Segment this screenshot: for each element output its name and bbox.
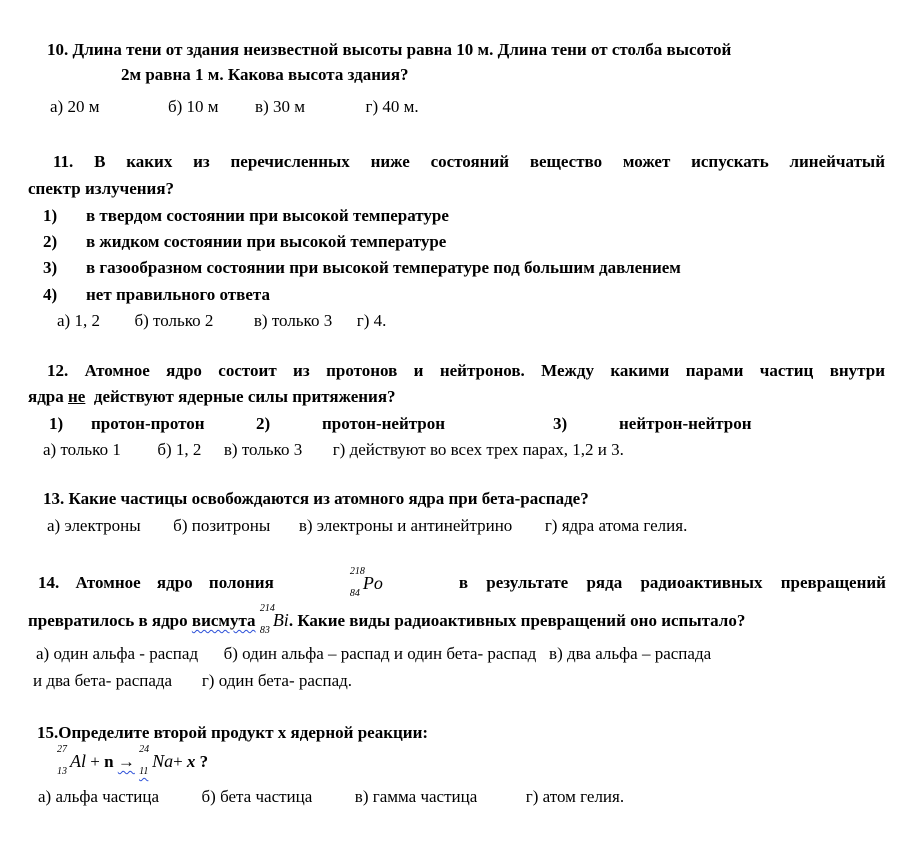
q12-answers — [43, 439, 624, 461]
po-symbol: Po — [362, 573, 383, 593]
q11-option-1-num: 1) — [43, 206, 58, 225]
po-charge-number: 84 — [349, 588, 360, 599]
q12-line2-post: действуют ядерные силы притяжения? — [93, 387, 396, 406]
q10-answers — [50, 96, 419, 118]
q15-answer-b: б) бета частица — [201, 787, 313, 806]
q11-option-4-num: 4) — [43, 285, 58, 304]
q11-answer-c: в) только 3 — [253, 311, 333, 330]
plus-sign-2: + — [173, 752, 183, 771]
q12-pairs — [49, 413, 752, 435]
q14-bismuth-word: висмута — [191, 611, 256, 630]
q11-answers — [57, 310, 386, 332]
q13-answer-d: г) ядра атома гелия. — [544, 516, 688, 535]
q14-answers-line2: и два бета- распада г) один бета- распад. — [33, 671, 353, 690]
q13-answer-b: б) позитроны — [173, 516, 271, 535]
q15-answers — [38, 786, 624, 808]
al-mass-number: 27 — [57, 744, 67, 755]
q12-pair-2-num: 2) — [256, 414, 271, 433]
q12-line2 — [28, 386, 396, 408]
q11-answer-d: г) 4. — [356, 311, 387, 330]
unknown-product-x: x — [186, 752, 196, 771]
plus-sign-1: + — [90, 752, 100, 771]
aluminum-nuclide — [57, 744, 86, 777]
q10-answer-b: б) 10 м — [167, 97, 219, 116]
q13-line1: 13. Какие частицы освобождаются из атомного ядра при бета-распаде? — [43, 489, 589, 508]
q11-option-1 — [43, 205, 449, 227]
q11-option-4 — [43, 284, 270, 306]
q15-line1: 15.Определите второй продукт х ядерной реакции: — [37, 723, 429, 742]
q14-line2 — [28, 603, 746, 636]
q11-option-3 — [43, 257, 681, 279]
q11-option-2-text: в жидком состоянии при высокой температуре — [86, 232, 447, 251]
q12-answer-c: в) только 3 — [223, 440, 303, 459]
q12-pair-1-num: 1) — [49, 414, 64, 433]
q11-answer-b: б) только 2 — [134, 311, 214, 330]
q15-answer-d: г) атом гелия. — [525, 787, 625, 806]
bi-charge-number: 83 — [259, 625, 270, 636]
na-charge-number: 11 — [139, 766, 149, 777]
q12-line2-pre: ядра — [28, 387, 64, 406]
q13-answers — [47, 515, 687, 537]
neutron-symbol: n — [104, 752, 114, 771]
q11-answer-a: а) 1, 2 — [57, 311, 100, 330]
q12-pair-1-text: протон-протон — [91, 414, 205, 433]
q12-answer-d: г) действуют во всех трех парах, 1,2 и 3. — [332, 440, 624, 459]
q11-option-1-text: в твердом состоянии при высокой температуре — [86, 206, 449, 225]
q11-option-4-text: нет правильного ответа — [86, 285, 270, 304]
q11-option-3-num: 3) — [43, 258, 58, 277]
q12-pair-2-text: протон-нейтрон — [322, 414, 446, 433]
q12-pair-3-num: 3) — [553, 414, 568, 433]
q14-line1-post: в результате ряда радиоактивных превращений — [458, 573, 886, 592]
q10-answer-a: а) 20 м — [50, 97, 100, 116]
po-mass-number: 218 — [349, 566, 365, 577]
q10-line1: 10. Длина тени от здания неизвестной высоты равна 10 м. Длина тени от столба высотой — [47, 40, 732, 59]
q12-answer-a: а) только 1 — [43, 440, 121, 459]
q14-line2-pre: превратилось в ядро — [28, 611, 188, 630]
al-charge-number: 13 — [57, 766, 67, 777]
na-mass-number: 24 — [139, 744, 150, 755]
polonium-nuclide — [349, 566, 383, 599]
reaction-arrow: → — [117, 752, 135, 771]
q11-line2: спектр излучения? — [28, 179, 175, 198]
al-symbol: Al — [70, 751, 86, 771]
bi-symbol: Bi — [272, 610, 289, 630]
bi-mass-number: 214 — [259, 603, 275, 614]
q12-underlined-not: не — [68, 387, 86, 406]
q10-line2: 2м равна 1 м. Какова высота здания? — [121, 65, 409, 84]
q11-line1: 11. В каких из перечисленных ниже состояний вещество может испускать линейчатый — [53, 152, 885, 171]
q12-pair-3-text: нейтрон-нейтрон — [619, 414, 752, 433]
q12-line1: 12. Атомное ядро состоит из протонов и нейтронов. Между какими парами частиц внутри — [47, 361, 885, 380]
q14-line1 — [38, 566, 886, 599]
q11-option-2-num: 2) — [43, 232, 58, 251]
q11-option-3-text: в газообразном состоянии при высокой температуре под большим давлением — [86, 258, 681, 277]
question-mark: ? — [199, 752, 209, 771]
q15-answer-c: в) гамма частица — [354, 787, 478, 806]
q13-answer-a: а) электроны — [47, 516, 141, 535]
q14-line2-post: . Какие виды радиоактивных превращений оно испытало? — [288, 611, 746, 630]
q14-answers-line1: а) один альфа - распад б) один альфа – распад и один бета- распад в) два альфа – распада — [36, 644, 712, 663]
q11-option-2 — [43, 231, 446, 253]
q15-reaction — [57, 744, 209, 777]
bismuth-nuclide — [259, 603, 289, 636]
q12-answer-b: б) 1, 2 — [157, 440, 202, 459]
sodium-nuclide — [139, 744, 174, 777]
q10-answer-c: в) 30 м — [255, 97, 305, 116]
q10-answer-d: г) 40 м. — [365, 97, 419, 116]
q14-line1-pre: 14. Атомное ядро полония — [38, 573, 274, 592]
q13-answer-c: в) электроны и антинейтрино — [298, 516, 513, 535]
q15-answer-a: а) альфа частица — [38, 787, 160, 806]
na-symbol: Na — [152, 751, 174, 771]
